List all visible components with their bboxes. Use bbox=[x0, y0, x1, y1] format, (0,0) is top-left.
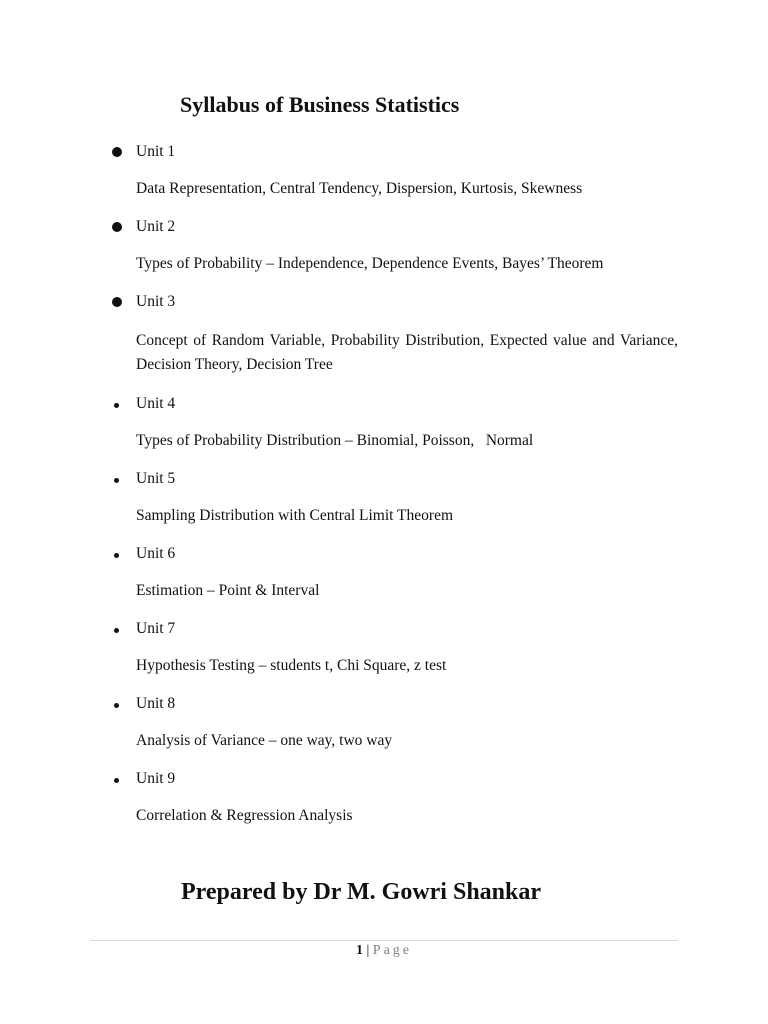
bullet-icon bbox=[114, 544, 119, 564]
unit-description: Correlation & Regression Analysis bbox=[136, 807, 353, 824]
page-number: 1 bbox=[355, 943, 363, 958]
unit-label: Unit 8 bbox=[136, 695, 176, 712]
unit-label: Unit 7 bbox=[136, 620, 176, 637]
page-footer bbox=[0, 942, 768, 960]
bullet-icon bbox=[112, 292, 122, 313]
unit-label: Unit 3 bbox=[136, 293, 176, 310]
footer-separator: | bbox=[366, 943, 370, 958]
bullet-icon bbox=[114, 394, 119, 414]
bullet-icon bbox=[114, 619, 119, 639]
unit-description: Types of Probability Distribution – Binomial, Poisson, Normal bbox=[136, 432, 534, 449]
unit-description: Data Representation, Central Tendency, Dispersion, Kurtosis, Skewness bbox=[136, 180, 583, 197]
bullet-icon bbox=[114, 694, 119, 714]
unit-label: Unit 4 bbox=[136, 395, 176, 412]
unit-label: Unit 6 bbox=[136, 545, 176, 562]
unit-label: Unit 9 bbox=[136, 770, 176, 787]
bullet-icon bbox=[112, 142, 122, 163]
unit-description: Types of Probability – Independence, Dependence Events, Bayes’ Theorem bbox=[136, 255, 604, 272]
unit-label: Unit 1 bbox=[136, 143, 176, 160]
bullet-icon bbox=[114, 769, 119, 789]
unit-label: Unit 2 bbox=[136, 218, 176, 235]
document-title: Syllabus of Business Statistics bbox=[180, 92, 460, 117]
footer-divider bbox=[90, 940, 678, 941]
unit-label: Unit 5 bbox=[136, 470, 176, 487]
bullet-icon bbox=[112, 217, 122, 238]
bullet-icon bbox=[114, 469, 119, 489]
page-label: Page bbox=[372, 943, 413, 958]
unit-description: Sampling Distribution with Central Limit Theorem bbox=[136, 507, 454, 524]
unit-description: Hypothesis Testing – students t, Chi Square, z test bbox=[136, 657, 447, 674]
unit-description: Estimation – Point & Interval bbox=[136, 582, 320, 599]
unit-description: Concept of Random Variable, Probability Distribution, Expected value and Variance, Decision Theory, Decision Tree bbox=[136, 332, 678, 373]
prepared-by: Prepared by Dr M. Gowri Shankar bbox=[181, 879, 542, 905]
unit-description: Analysis of Variance – one way, two way bbox=[136, 732, 393, 749]
